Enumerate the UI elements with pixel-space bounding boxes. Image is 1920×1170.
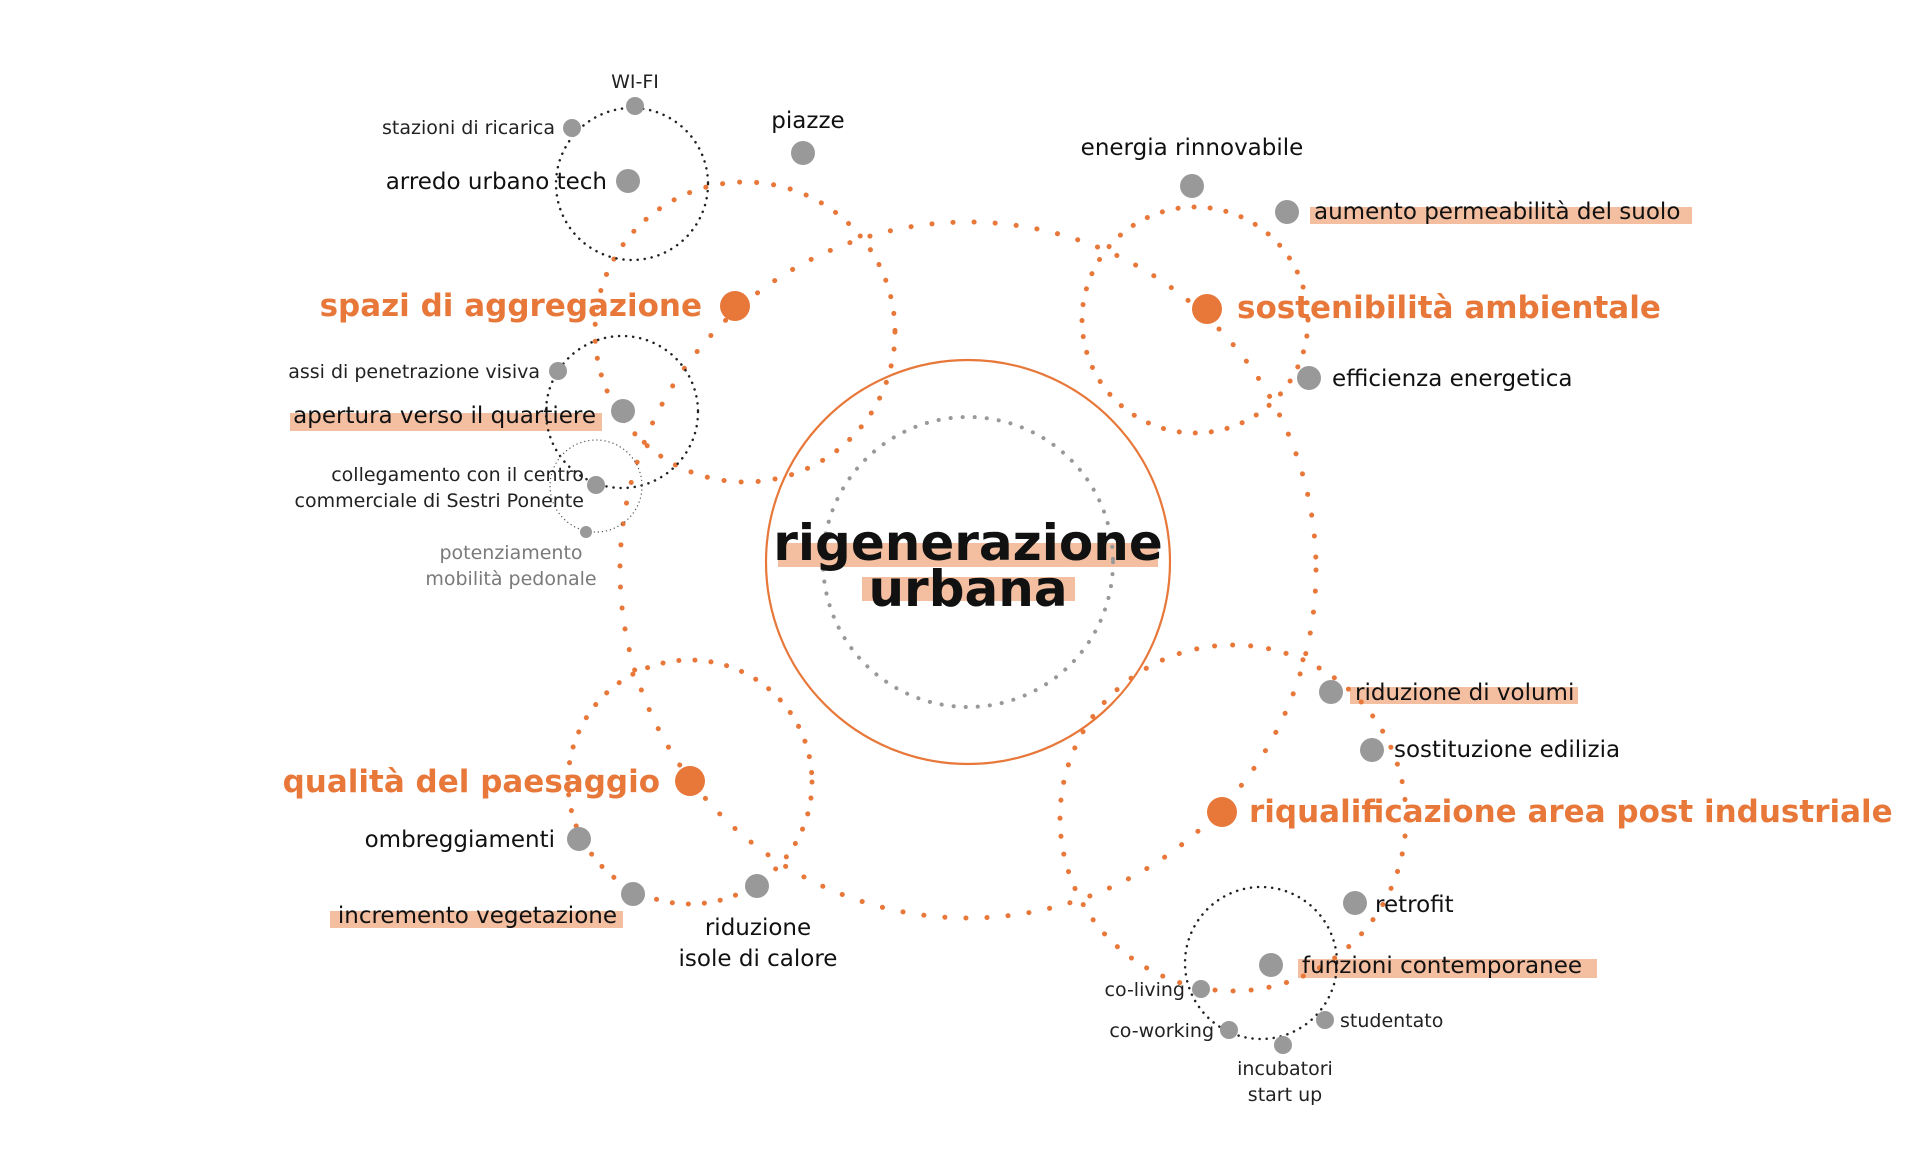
node-retrofit [1343, 891, 1367, 915]
node-ombreggiamenti [567, 827, 591, 851]
node-efficienza [1297, 366, 1321, 390]
label-energia: energia rinnovabile [1080, 135, 1304, 161]
label-riqualificazione: riqualificazione area post industriale [1249, 794, 1893, 830]
label-potenziamento-1: potenziamento [439, 542, 583, 564]
label-efficienza: efficienza energetica [1332, 366, 1573, 392]
label-ombreggiamenti: ombreggiamenti [364, 827, 555, 853]
label-studentato: studentato [1340, 1010, 1444, 1032]
node-wifi [626, 97, 644, 115]
label-collegamento-1: collegamento con il centro [331, 464, 584, 486]
node-studentato [1316, 1011, 1334, 1029]
label-incubatori-1: incubatori [1237, 1058, 1333, 1080]
label-paesaggio: qualità del paesaggio [282, 764, 660, 800]
node-riqualificazione [1207, 797, 1237, 827]
node-assi [549, 362, 567, 380]
center-title-line2: urbana [868, 560, 1068, 618]
labels [283, 71, 1893, 1106]
ring-spazi [595, 182, 895, 482]
label-stazioni: stazioni di ricarica [382, 117, 555, 139]
label-retrofit: retrofit [1375, 892, 1454, 918]
node-permeabilita [1275, 200, 1299, 224]
label-spazi: spazi di aggregazione [319, 288, 702, 324]
node-stazioni [563, 119, 581, 137]
label-wifi: WI-FI [611, 71, 659, 93]
label-potenziamento-2: mobilità pedonale [425, 568, 597, 590]
node-coliving [1192, 980, 1210, 998]
label-apertura: apertura verso il quartiere [293, 403, 596, 429]
label-volumi: riduzione di volumi [1355, 680, 1575, 706]
label-isole-2: isole di calore [678, 946, 838, 972]
node-incubatori [1274, 1036, 1292, 1054]
label-incubatori-2: start up [1247, 1084, 1323, 1106]
node-vegetazione [621, 882, 645, 906]
node-piazze [791, 141, 815, 165]
node-volumi [1319, 680, 1343, 704]
node-collegamento [587, 476, 605, 494]
label-sostenibilita: sostenibilità ambientale [1237, 290, 1661, 326]
node-funzioni [1259, 953, 1283, 977]
label-funzioni: funzioni contemporanee [1302, 953, 1583, 979]
label-permeabilita: aumento permeabilità del suolo [1314, 199, 1681, 225]
label-piazze: piazze [771, 108, 845, 134]
label-isole-1: riduzione [704, 915, 812, 941]
label-vegetazione: incremento vegetazione [337, 903, 617, 929]
label-collegamento-2: commerciale di Sestri Ponente [294, 490, 584, 512]
node-isole-calore [745, 874, 769, 898]
label-sostituzione: sostituzione edilizia [1394, 737, 1621, 763]
label-arredo: arredo urbano tech [385, 169, 607, 195]
label-assi: assi di penetrazione visiva [288, 361, 540, 383]
node-apertura [611, 399, 635, 423]
node-spazi [720, 291, 750, 321]
label-coworking: co-working [1109, 1020, 1214, 1042]
node-paesaggio [675, 766, 705, 796]
node-energia [1180, 174, 1204, 198]
node-coworking [1220, 1021, 1238, 1039]
node-sostenibilita [1192, 294, 1222, 324]
node-potenziamento [580, 526, 592, 538]
label-coliving: co-living [1104, 979, 1185, 1001]
center-title-line1: rigenerazione [773, 514, 1163, 572]
node-sostituzione [1360, 738, 1384, 762]
node-arredo [616, 169, 640, 193]
